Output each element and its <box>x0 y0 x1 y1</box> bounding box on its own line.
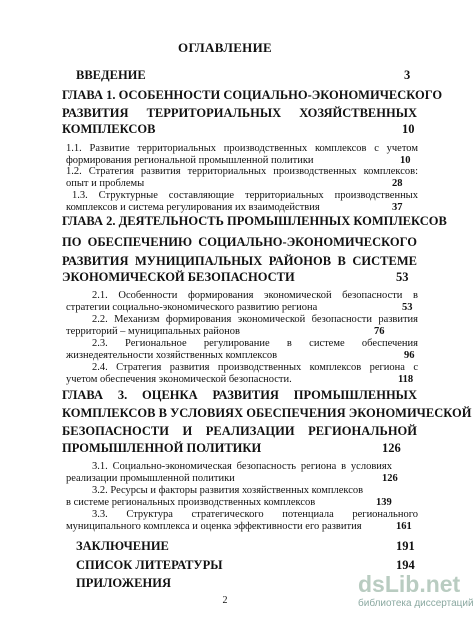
toc-ch1-line2: РАЗВИТИЯ ТЕРРИТОРИАЛЬНЫХ ХОЗЯЙСТВЕННЫХ <box>62 106 417 120</box>
toc-s31-line1: 3.1. Социально-экономическая безопасность региона в условиях <box>92 461 392 472</box>
toc-s23-line1: 2.3. Региональное регулирование в системе обеспечения <box>92 338 418 349</box>
toc-s32-line1: 3.2. Ресурсы и факторы развития хозяйственных комплексов <box>92 485 364 496</box>
toc-s21-page: 53 <box>402 302 413 313</box>
toc-ch3-line1: ГЛАВА 3. ОЦЕНКА РАЗВИТИЯ ПРОМЫШЛЕННЫХ <box>62 388 417 402</box>
toc-s12-line1: 1.2. Стратегия развития территориальных производственных комплексов: <box>66 166 418 177</box>
toc-ch3-page: 126 <box>382 441 401 455</box>
toc-s23-line2: жизнедеятельности хозяйственных комплексов <box>66 350 278 361</box>
toc-s12-page: 28 <box>392 178 403 189</box>
toc-s11-line2: формирования региональной промышленной политики <box>66 155 314 166</box>
toc-s11-page: 10 <box>400 155 411 166</box>
toc-s22-line1: 2.2. Механизм формирования экономической безопасности развития <box>92 314 418 325</box>
toc-s12-line2: опыт и проблемы <box>66 178 145 189</box>
toc-bibliography-page: 194 <box>396 558 415 572</box>
toc-s13-line1: 1.3. Структурные составляющие территориальных производственных <box>72 190 418 201</box>
toc-s22-page: 76 <box>374 326 385 337</box>
watermark-tagline: библиотека диссертаций <box>358 598 474 609</box>
toc-ch3-line4: ПРОМЫШЛЕННОЙ ПОЛИТИКИ <box>62 441 262 455</box>
toc-s13-page: 37 <box>392 202 403 213</box>
toc-heading: ОГЛАВЛЕНИЕ <box>178 40 272 55</box>
toc-conclusion-title: ЗАКЛЮЧЕНИЕ <box>76 539 169 553</box>
toc-s24-line2: учетом обеспечения экономической безопасности. <box>66 374 292 385</box>
toc-conclusion-page: 191 <box>396 539 415 553</box>
toc-ch3-line2: КОМПЛЕКСОВ В УСЛОВИЯХ ОБЕСПЕЧЕНИЯ ЭКОНОМИЧЕСКОЙ <box>62 406 472 420</box>
toc-ch1-line3: КОМПЛЕКСОВ <box>62 122 156 136</box>
toc-bibliography-title: СПИСОК ЛИТЕРАТУРЫ <box>76 558 223 572</box>
toc-s24-page: 118 <box>398 374 414 385</box>
toc-s32-line2: в системе региональных производственных комплексов <box>66 497 316 508</box>
toc-ch2-line3: РАЗВИТИЯ МУНИЦИПАЛЬНЫХ РАЙОНОВ В СИСТЕМЕ <box>62 254 417 268</box>
toc-ch3-line3: БЕЗОПАСНОСТИ И РЕАЛИЗАЦИИ РЕГИОНАЛЬНОЙ <box>62 424 417 438</box>
toc-s31-page: 126 <box>382 473 398 484</box>
toc-s13-line2: комплексов и система регулирования их взаимодействия <box>66 202 320 213</box>
toc-s22-line2: территорий – муниципальных районов <box>66 326 240 337</box>
toc-s33-page: 161 <box>396 521 412 532</box>
toc-ch2-line2: ПО ОБЕСПЕЧЕНИЮ СОЦИАЛЬНО-ЭКОНОМИЧЕСКОГО <box>62 235 417 249</box>
toc-s31-line2: реализации промышленной политики <box>66 473 235 484</box>
toc-intro-title: ВВЕДЕНИЕ <box>76 68 146 82</box>
page-number: 2 <box>222 595 228 606</box>
watermark-logo: dsLib.net <box>358 571 461 597</box>
toc-ch2-line1: ГЛАВА 2. ДЕЯТЕЛЬНОСТЬ ПРОМЫШЛЕННЫХ КОМПЛЕКСОВ <box>62 214 447 228</box>
toc-s33-line1: 3.3. Структура стратегического потенциала регионального <box>92 509 418 520</box>
toc-ch1-page: 10 <box>402 122 415 136</box>
toc-intro-page: 3 <box>404 68 411 82</box>
toc-s33-line2: муниципального комплекса и оценка эффективности его развития <box>66 521 362 532</box>
toc-appendix-title: ПРИЛОЖЕНИЯ <box>76 576 171 590</box>
watermark <box>358 571 474 610</box>
toc-ch2-page: 53 <box>396 270 409 284</box>
toc-s24-line1: 2.4. Стратегия развития производственных комплексов региона с <box>92 362 418 373</box>
toc-s11-line1: 1.1. Развитие территориальных производственных комплексов с учетом <box>66 143 418 154</box>
toc-ch1-line1: ГЛАВА 1. ОСОБЕННОСТИ СОЦИАЛЬНО-ЭКОНОМИЧЕСКОГО <box>62 88 443 102</box>
toc-s32-page: 139 <box>376 497 392 508</box>
toc-s21-line2: стратегии социально-экономического развитию региона <box>66 302 318 313</box>
toc-s21-line1: 2.1. Особенности формирования экономической безопасности в <box>92 290 418 301</box>
toc-ch2-line4: ЭКОНОМИЧЕСКОЙ БЕЗОПАСНОСТИ <box>62 270 295 284</box>
toc-s23-page: 96 <box>404 350 415 361</box>
